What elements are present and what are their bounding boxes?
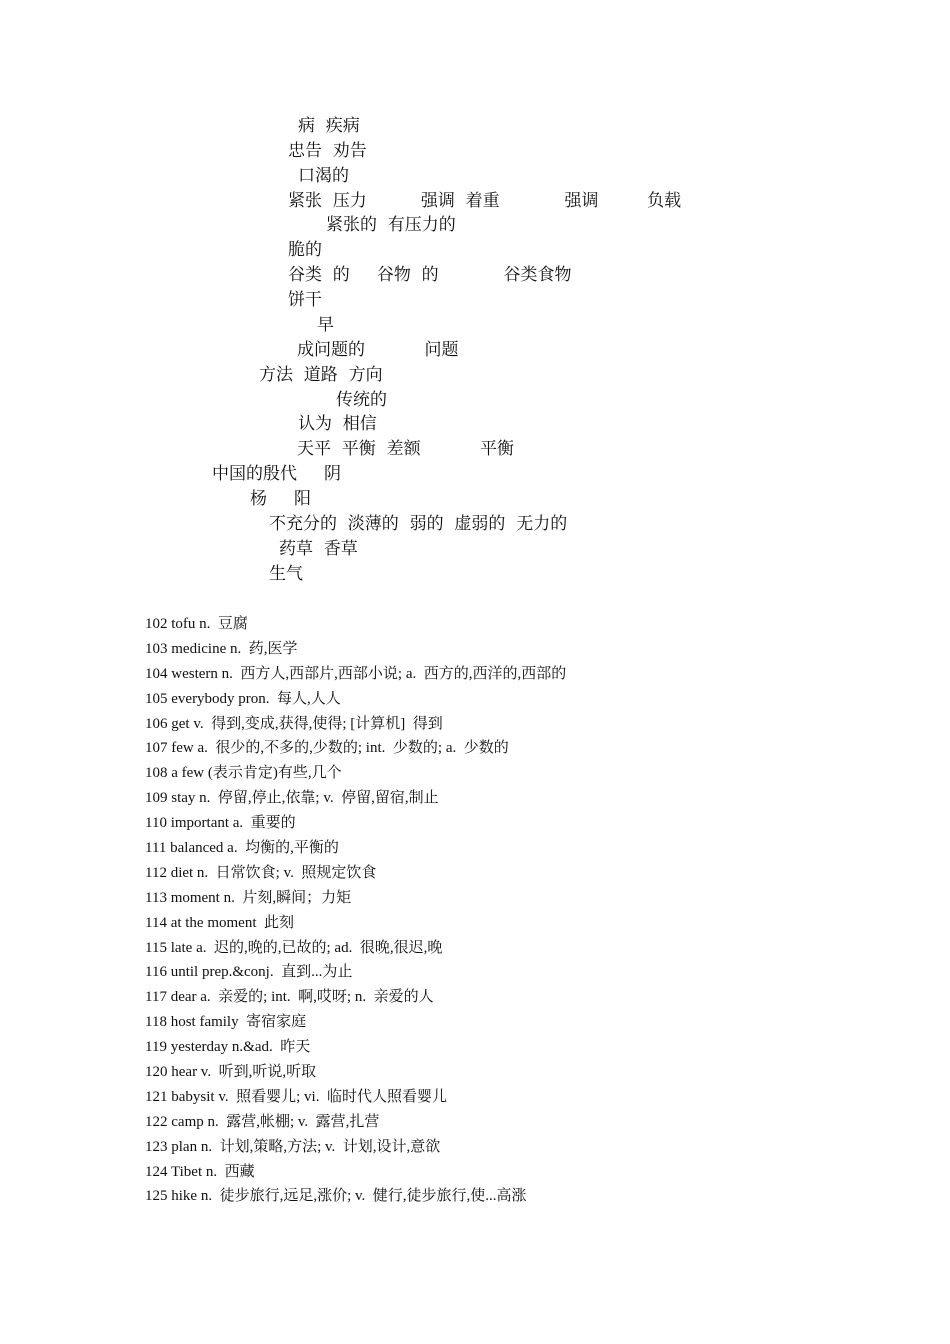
vocab-entry: 111 balanced a. 均衡的,平衡的	[145, 840, 339, 857]
fragment-line: 天平 平衡 差额 平衡	[297, 439, 515, 459]
vocab-entry: 120 hear v. 听到,听说,听取	[145, 1064, 317, 1081]
fragment-line: 认为 相信	[298, 414, 377, 434]
vocab-entry: 107 few a. 很少的,不多的,少数的; int. 少数的; a. 少数的	[145, 740, 509, 757]
vocab-entry: 108 a few (表示肯定)有些,几个	[145, 765, 342, 782]
fragment-line: 生气	[269, 564, 303, 584]
vocab-entry: 122 camp n. 露营,帐棚; v. 露营,扎营	[145, 1113, 380, 1130]
fragment-line: 早	[317, 315, 334, 335]
fragment-line: 药草 香草	[279, 539, 358, 559]
vocab-entry: 124 Tibet n. 西藏	[145, 1163, 255, 1180]
vocab-entry: 114 at the moment 此刻	[145, 914, 295, 931]
vocab-entry: 109 stay n. 停留,停止,依靠; v. 停留,留宿,制止	[145, 790, 439, 807]
vocab-entry: 119 yesterday n.&ad. 昨天	[145, 1039, 311, 1056]
fragment-line: 口渴的	[298, 166, 349, 186]
fragment-line: 紧张 压力 强调 着重 强调 负载	[288, 191, 682, 211]
vocab-entry: 116 until prep.&conj. 直到...为止	[145, 964, 353, 981]
vocab-entry: 125 hike n. 徒步旅行,远足,涨价; v. 健行,徒步旅行,使...高涨	[145, 1188, 527, 1205]
vocab-entry: 112 diet n. 日常饮食; v. 照规定饮食	[145, 864, 377, 881]
fragment-line: 脆的	[288, 240, 322, 260]
vocab-entry: 118 host family 寄宿家庭	[145, 1014, 307, 1031]
fragment-line: 中国的殷代 阴	[212, 464, 342, 484]
vocab-entry: 106 get v. 得到,变成,获得,使得; [计算机] 得到	[145, 715, 443, 732]
fragment-line: 不充分的 淡薄的 弱的 虚弱的 无力的	[269, 514, 568, 534]
vocab-entry: 117 dear a. 亲爱的; int. 啊,哎呀; n. 亲爱的人	[145, 989, 434, 1006]
vocab-entry: 103 medicine n. 药,医学	[145, 640, 298, 657]
vocab-entry: 115 late a. 迟的,晚的,已故的; ad. 很晚,很迟,晚	[145, 939, 443, 956]
fragment-line: 谷类 的 谷物 的 谷类食物	[288, 265, 572, 285]
vocab-entry: 110 important a. 重要的	[145, 815, 296, 832]
vocab-entry: 104 western n. 西方人,西部片,西部小说; a. 西方的,西洋的,西部的	[145, 665, 567, 682]
fragment-line: 忠告 劝告	[288, 141, 367, 161]
fragment-line: 饼干	[288, 290, 322, 310]
fragment-line: 传统的	[336, 390, 387, 410]
fragment-line: 成问题的 问题	[297, 340, 459, 360]
fragment-line: 病 疾病	[298, 116, 360, 136]
vocab-entry: 121 babysit v. 照看婴儿; vi. 临时代人照看婴儿	[145, 1088, 447, 1105]
fragment-line: 紧张的 有压力的	[326, 215, 456, 235]
fragment-line: 杨 阳	[250, 489, 312, 509]
vocabulary-list	[145, 612, 905, 1209]
vocab-entry: 113 moment n. 片刻,瞬间；力矩	[145, 889, 352, 906]
vocab-entry: 123 plan n. 计划,策略,方法; v. 计划,设计,意欲	[145, 1138, 441, 1155]
vocab-entry: 105 everybody pron. 每人,人人	[145, 690, 341, 707]
vocab-entry: 102 tofu n. 豆腐	[145, 616, 248, 632]
fragment-line: 方法 道路 方向	[259, 365, 383, 385]
